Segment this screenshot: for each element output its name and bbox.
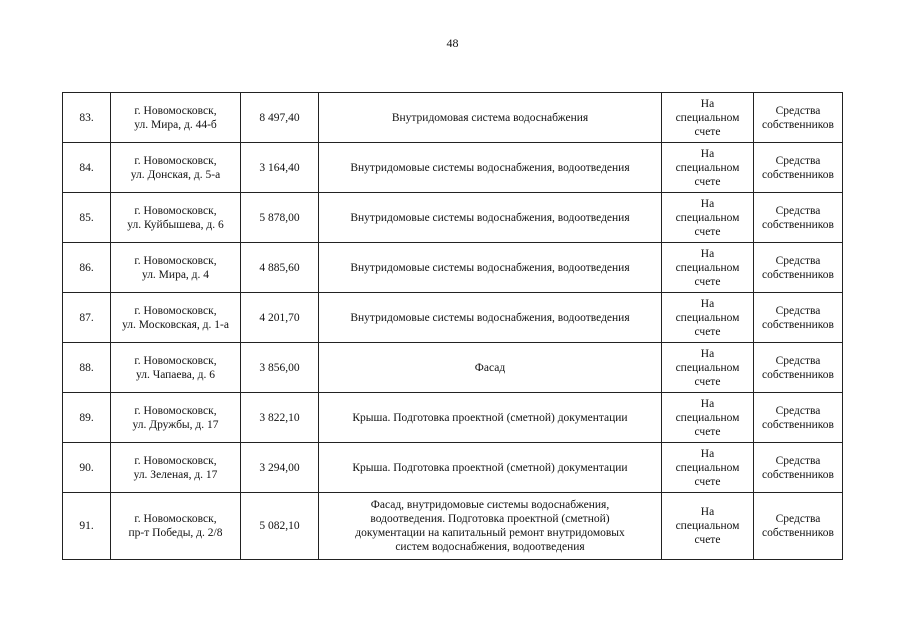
table-row — [63, 193, 843, 243]
address-street: пр-т Победы, д. 2/8 — [128, 527, 223, 539]
address-street: ул. Зеленая, д. 17 — [133, 468, 218, 481]
account-line: На — [700, 397, 715, 410]
work-type-line: Крыша. Подготовка проектной (сметной) документации — [352, 411, 628, 424]
address-city: г. Новомосковск, — [134, 404, 217, 417]
account-line: специальном — [675, 461, 740, 474]
address-street: ул. Мира, д. 44-б — [134, 118, 217, 131]
funding-source-cell — [754, 243, 843, 293]
address-city: г. Новомосковск, — [134, 254, 217, 267]
work-type-line: Внутридомовые системы водоснабжения, водоотведения — [350, 311, 630, 324]
address-cell — [111, 293, 241, 343]
account-cell — [662, 343, 754, 393]
address-street: ул. Куйбышева, д. 6 — [127, 218, 224, 231]
address-street: ул. Мира, д. 4 — [141, 268, 210, 281]
account-cell — [662, 193, 754, 243]
funding-line: Средства — [775, 304, 821, 317]
table-row — [63, 243, 843, 293]
account-line: счете — [694, 175, 721, 188]
account-line: На — [700, 347, 715, 360]
row-number: 90. — [63, 443, 111, 493]
account-line: На — [700, 447, 715, 460]
address-cell — [111, 143, 241, 193]
funding-line: собственников — [762, 318, 834, 331]
account-line: специальном — [675, 211, 740, 224]
work-type-line: документации на капитальный ремонт внутридомовых — [355, 527, 625, 539]
row-number: 89. — [63, 393, 111, 443]
address-city: г. Новомосковск, — [134, 104, 217, 117]
funding-line: Средства — [775, 154, 821, 167]
funding-line: собственников — [762, 468, 834, 481]
funding-source-cell — [754, 293, 843, 343]
repair-program-table — [62, 92, 843, 560]
table-body — [63, 93, 843, 560]
account-line: На — [700, 197, 715, 210]
account-line: счете — [694, 275, 721, 288]
account-line: счете — [694, 325, 721, 338]
address-street: ул. Донская, д. 5-а — [130, 168, 221, 181]
address-street: ул. Московская, д. 1-а — [122, 318, 229, 331]
row-number: 84. — [63, 143, 111, 193]
account-cell — [662, 293, 754, 343]
work-type-line: Фасад — [474, 361, 506, 374]
account-line: специальном — [675, 311, 740, 324]
work-type-cell — [319, 143, 662, 193]
work-type-cell — [319, 493, 662, 560]
work-type-cell — [319, 93, 662, 143]
funding-line: Средства — [775, 454, 821, 467]
account-line: специальном — [675, 361, 740, 374]
table-row — [63, 393, 843, 443]
table-row — [63, 493, 843, 560]
address-cell — [111, 93, 241, 143]
funding-line: собственников — [762, 168, 834, 181]
row-number: 86. — [63, 243, 111, 293]
address-city: г. Новомосковск, — [134, 304, 217, 317]
funding-line: собственников — [762, 368, 834, 381]
area-cell: 3 164,40 — [241, 143, 319, 193]
account-line: На — [700, 247, 715, 260]
address-cell — [111, 193, 241, 243]
address-cell — [111, 393, 241, 443]
account-cell — [662, 393, 754, 443]
table-row — [63, 443, 843, 493]
work-type-cell — [319, 243, 662, 293]
account-line: специальном — [675, 261, 740, 274]
account-line: специальном — [675, 411, 740, 424]
account-line: На — [700, 506, 715, 518]
work-type-line: Внутридомовые системы водоснабжения, водоотведения — [350, 261, 630, 274]
area-cell: 3 822,10 — [241, 393, 319, 443]
account-line: счете — [694, 425, 721, 438]
work-type-cell — [319, 293, 662, 343]
funding-line: собственников — [762, 118, 834, 131]
area-cell: 4 201,70 — [241, 293, 319, 343]
address-cell — [111, 493, 241, 560]
account-line: специальном — [675, 111, 740, 124]
row-number: 91. — [63, 493, 111, 560]
account-cell — [662, 493, 754, 560]
funding-line: Средства — [775, 104, 821, 117]
table-row — [63, 343, 843, 393]
page-number: 48 — [446, 36, 459, 50]
area-cell: 3 294,00 — [241, 443, 319, 493]
funding-line: Средства — [775, 513, 821, 525]
work-type-cell — [319, 193, 662, 243]
account-cell — [662, 443, 754, 493]
work-type-line: Внутридомовая система водоснабжения — [391, 111, 589, 124]
account-line: счете — [694, 534, 721, 546]
address-cell — [111, 443, 241, 493]
work-type-line: Крыша. Подготовка проектной (сметной) документации — [352, 461, 628, 474]
account-line: специальном — [675, 520, 740, 532]
account-line: На — [700, 147, 715, 160]
work-type-line: Внутридомовые системы водоснабжения, водоотведения — [350, 161, 630, 174]
work-type-line: Фасад, внутридомовые системы водоснабжения, — [370, 499, 610, 511]
table-row — [63, 293, 843, 343]
address-city: г. Новомосковск, — [134, 454, 217, 467]
area-cell: 4 885,60 — [241, 243, 319, 293]
account-cell — [662, 143, 754, 193]
address-city: г. Новомосковск, — [134, 513, 217, 525]
address-street: ул. Чапаева, д. 6 — [135, 368, 215, 381]
row-number: 83. — [63, 93, 111, 143]
address-city: г. Новомосковск, — [134, 154, 217, 167]
address-street: ул. Дружбы, д. 17 — [132, 418, 219, 431]
funding-line: Средства — [775, 354, 821, 367]
work-type-line: водоотведения. Подготовка проектной (сметной) — [370, 513, 610, 525]
table-row — [63, 143, 843, 193]
row-number: 88. — [63, 343, 111, 393]
area-cell: 5 878,00 — [241, 193, 319, 243]
address-city: г. Новомосковск, — [134, 204, 217, 217]
account-line: специальном — [675, 161, 740, 174]
work-type-cell — [319, 343, 662, 393]
funding-source-cell — [754, 93, 843, 143]
funding-source-cell — [754, 193, 843, 243]
funding-line: собственников — [762, 418, 834, 431]
account-line: На — [700, 297, 715, 310]
row-number: 87. — [63, 293, 111, 343]
account-line: счете — [694, 475, 721, 488]
table-row — [63, 93, 843, 143]
area-cell: 8 497,40 — [241, 93, 319, 143]
address-city: г. Новомосковск, — [134, 354, 217, 367]
funding-source-cell — [754, 393, 843, 443]
account-line: счете — [694, 225, 721, 238]
area-cell: 5 082,10 — [241, 493, 319, 560]
funding-source-cell — [754, 493, 843, 560]
row-number: 85. — [63, 193, 111, 243]
funding-line: Средства — [775, 204, 821, 217]
funding-line: собственников — [762, 268, 834, 281]
account-line: счете — [694, 375, 721, 388]
work-type-line: Внутридомовые системы водоснабжения, водоотведения — [350, 211, 630, 224]
funding-line: собственников — [762, 218, 834, 231]
account-cell — [662, 93, 754, 143]
funding-source-cell — [754, 443, 843, 493]
funding-line: собственников — [762, 527, 834, 539]
work-type-cell — [319, 393, 662, 443]
account-cell — [662, 243, 754, 293]
area-cell: 3 856,00 — [241, 343, 319, 393]
funding-source-cell — [754, 143, 843, 193]
work-type-cell — [319, 443, 662, 493]
account-line: счете — [694, 125, 721, 138]
work-type-line: систем водоснабжения, водоотведения — [395, 541, 585, 553]
funding-line: Средства — [775, 254, 821, 267]
funding-source-cell — [754, 343, 843, 393]
address-cell — [111, 243, 241, 293]
address-cell — [111, 343, 241, 393]
funding-line: Средства — [775, 404, 821, 417]
account-line: На — [700, 97, 715, 110]
